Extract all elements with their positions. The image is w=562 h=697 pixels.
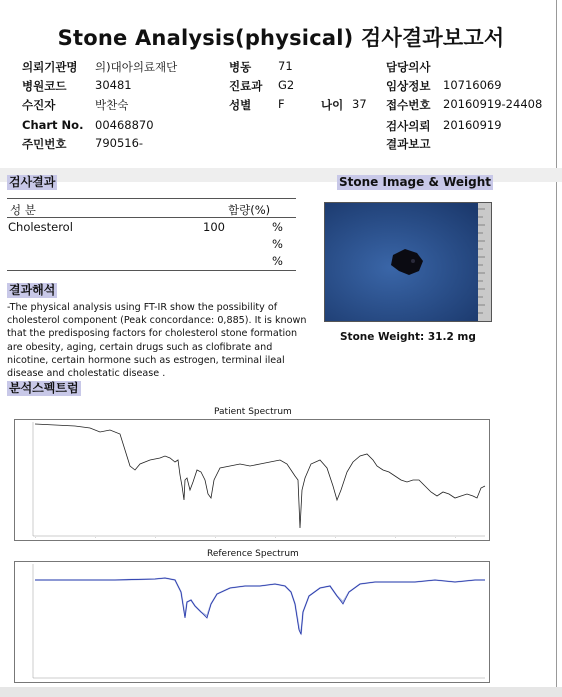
age-value: 37 [352, 97, 367, 111]
svg-text:·: · [335, 535, 337, 540]
institution-value: 의)대아의료재단 [95, 60, 178, 74]
collector-value: 박찬숙 [95, 98, 129, 112]
stone-photo [324, 202, 492, 322]
svg-text:·: · [395, 535, 397, 540]
content-value-cell: 100 [203, 220, 225, 234]
institution-label: 의뢰기관명 [22, 60, 78, 74]
clinical-info-label: 임상정보 [386, 79, 431, 93]
component-cell: Cholesterol [8, 220, 73, 234]
unit-cell: % [272, 237, 283, 251]
stone-heading: Stone Image & Weight [339, 175, 492, 189]
reference-spectrum-plot [14, 561, 490, 683]
content-column-header: 함량(%) [228, 203, 271, 217]
svg-text:·: · [35, 535, 37, 540]
department-label: 진료과 [229, 79, 263, 93]
svg-text:·: · [455, 535, 457, 540]
sex-value: F [278, 97, 285, 111]
chart-no-label: Chart No. [22, 118, 84, 132]
collector-label: 수진자 [22, 98, 56, 112]
patient-spectrum-graphic [15, 420, 489, 540]
age-label: 나이 [321, 98, 344, 112]
clinical-info-value: 10716069 [443, 78, 502, 92]
interpretation-heading: 결과해석 [9, 283, 56, 297]
stone-photo-graphic [325, 203, 491, 321]
page-footer-band [0, 687, 562, 697]
hospital-code-value: 30481 [95, 78, 132, 92]
patient-spectrum-plot [14, 419, 490, 541]
svg-text:·: · [95, 535, 97, 540]
sex-label: 성별 [229, 98, 252, 112]
results-heading: 검사결과 [9, 175, 56, 189]
receipt-no-value: 20160919-24408 [443, 97, 543, 111]
doctor-label: 담당의사 [386, 60, 431, 74]
reference-spectrum-graphic [15, 562, 489, 682]
report-title: Stone Analysis(physical) 검사결과보고서 [57, 26, 505, 50]
svg-text:·: · [155, 535, 157, 540]
ward-label: 병동 [229, 60, 252, 74]
chart-no-value: 00468870 [95, 118, 154, 132]
page-edge [556, 0, 557, 697]
patient-spectrum-title: Patient Spectrum [214, 407, 292, 417]
result-report-label: 결과보고 [386, 137, 431, 151]
unit-cell: % [272, 254, 283, 268]
hospital-code-label: 병원코드 [22, 79, 67, 93]
stone-weight: Stone Weight: 31.2 mg [340, 331, 476, 343]
table-top-rule [7, 198, 296, 199]
svg-text:·: · [215, 535, 217, 540]
table-header-rule [7, 217, 296, 218]
receipt-no-label: 접수번호 [386, 98, 431, 112]
ward-value: 71 [278, 59, 293, 73]
component-column-header: 성 분 [10, 203, 36, 217]
unit-cell: % [272, 220, 283, 234]
department-value: G2 [278, 78, 295, 92]
test-request-value: 20160919 [443, 118, 502, 132]
test-request-label: 검사의뢰 [386, 119, 431, 133]
resident-no-label: 주민번호 [22, 137, 67, 151]
reference-spectrum-title: Reference Spectrum [207, 549, 299, 559]
interpretation-text: -The physical analysis using FT-IR show the possibility of cholesterol component (Peak concordance: 0,885). It is known that the predisposing factors for cholesterol stone formation are obesity, aging, certain drugs such as clofibrate and nicotine, certain hormone such as estrogen, terminal ileal disease and cholestatic disease . [7, 302, 307, 380]
resident-no-value: 790516- [95, 136, 144, 150]
svg-text:·: · [275, 535, 277, 540]
table-bottom-rule [7, 270, 296, 271]
spectrum-heading: 분석스펙트럼 [9, 381, 79, 395]
